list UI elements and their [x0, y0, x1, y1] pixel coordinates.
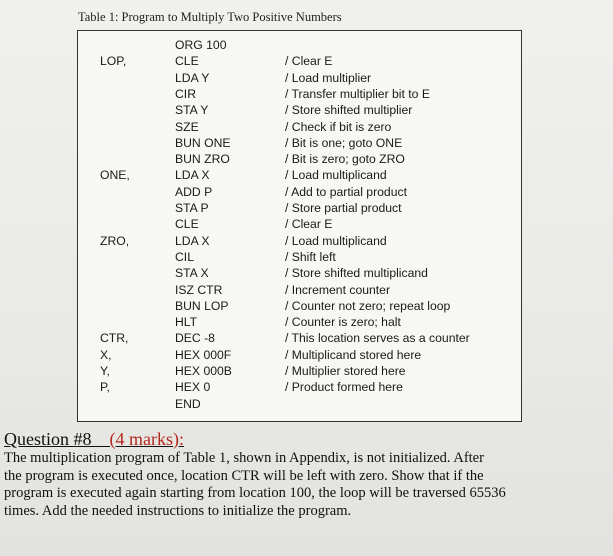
program-comment: / Load multiplicand — [285, 233, 387, 248]
program-comment: / Counter not zero; repeat loop — [285, 298, 451, 313]
program-instruction: SZE — [175, 119, 199, 134]
program-instruction: CIL — [175, 249, 194, 264]
program-instruction: ADD P — [175, 184, 213, 199]
program-label: CTR, — [100, 331, 129, 346]
program-comment: / Increment counter — [285, 282, 390, 297]
question-block — [4, 428, 606, 520]
program-label: Y, — [100, 364, 110, 378]
program-comment: / Check if bit is zero — [285, 119, 392, 134]
program-comment: / This location serves as a counter — [285, 331, 470, 346]
program-instruction: END — [175, 396, 201, 411]
question-text-line: the program is executed once, location CTR will be left with zero. Show that if the — [4, 467, 484, 484]
question-text-line: program is executed again starting from location 100, the loop will be traversed 65536 — [4, 485, 506, 501]
program-listing-box — [77, 30, 522, 422]
program-instruction: LDA Y — [175, 70, 210, 85]
program-label: ONE, — [100, 168, 130, 183]
program-instruction: HEX 0 — [175, 380, 211, 395]
program-instruction: BUN ONE — [175, 135, 231, 150]
program-instruction: CLE — [175, 217, 199, 232]
table-title: Table 1: Program to Multiply Two Positive Numbers — [78, 10, 342, 24]
program-instruction: DEC -8 — [175, 331, 215, 346]
question-text-line: times. Add the needed instructions to initialize the program. — [4, 502, 352, 519]
program-instruction: HEX 000B — [175, 364, 232, 378]
program-comment: / Multiplicand stored here — [285, 347, 422, 362]
program-instruction: HEX 000F — [175, 347, 232, 362]
program-comment: / Store shifted multiplicand — [285, 266, 428, 281]
question-number: Question #8 — [4, 429, 92, 449]
program-comment: / Multiplier stored here — [285, 364, 406, 378]
program-comment: / Load multiplier — [285, 70, 372, 85]
program-instruction: LDA X — [175, 168, 210, 183]
program-label: ZRO, — [100, 233, 130, 248]
program-comment: / Counter is zero; halt — [285, 315, 401, 330]
program-instruction: STA X — [175, 266, 209, 281]
program-instruction: ORG 100 — [175, 38, 227, 52]
program-instruction: CLE — [175, 54, 199, 69]
program-label: LOP, — [100, 54, 127, 69]
program-comment: / Clear E — [285, 54, 333, 69]
program-comment: / Transfer multiplier bit to E — [285, 86, 430, 101]
program-comment: / Bit is zero; goto ZRO — [285, 152, 405, 167]
program-comment: / Store shifted multiplier — [285, 103, 413, 118]
program-comment: / Bit is one; goto ONE — [285, 135, 403, 150]
question-text-line: The multiplication program of Table 1, shown in Appendix, is not initialized. After — [4, 450, 484, 466]
program-comment: / Load multiplicand — [285, 168, 387, 183]
program-instruction: STA P — [175, 201, 209, 215]
program-instruction: HLT — [175, 315, 198, 330]
program-instruction: BUN ZRO — [175, 152, 230, 167]
program-comment: / Shift left — [285, 249, 336, 264]
program-instruction: BUN LOP — [175, 298, 229, 313]
program-instruction: LDA X — [175, 233, 210, 248]
program-instruction: STA Y — [175, 103, 209, 118]
program-comment: / Clear E — [285, 217, 333, 232]
program-comment: / Product formed here — [285, 380, 403, 395]
program-instruction: CIR — [175, 86, 196, 101]
program-comment: / Store partial product — [285, 201, 402, 215]
program-comment: / Add to partial product — [285, 184, 407, 199]
program-label: P, — [100, 380, 110, 395]
question-heading — [4, 428, 606, 450]
program-label: X, — [100, 347, 112, 362]
program-instruction: ISZ CTR — [175, 282, 223, 297]
question-marks: (4 marks): — [109, 429, 184, 449]
